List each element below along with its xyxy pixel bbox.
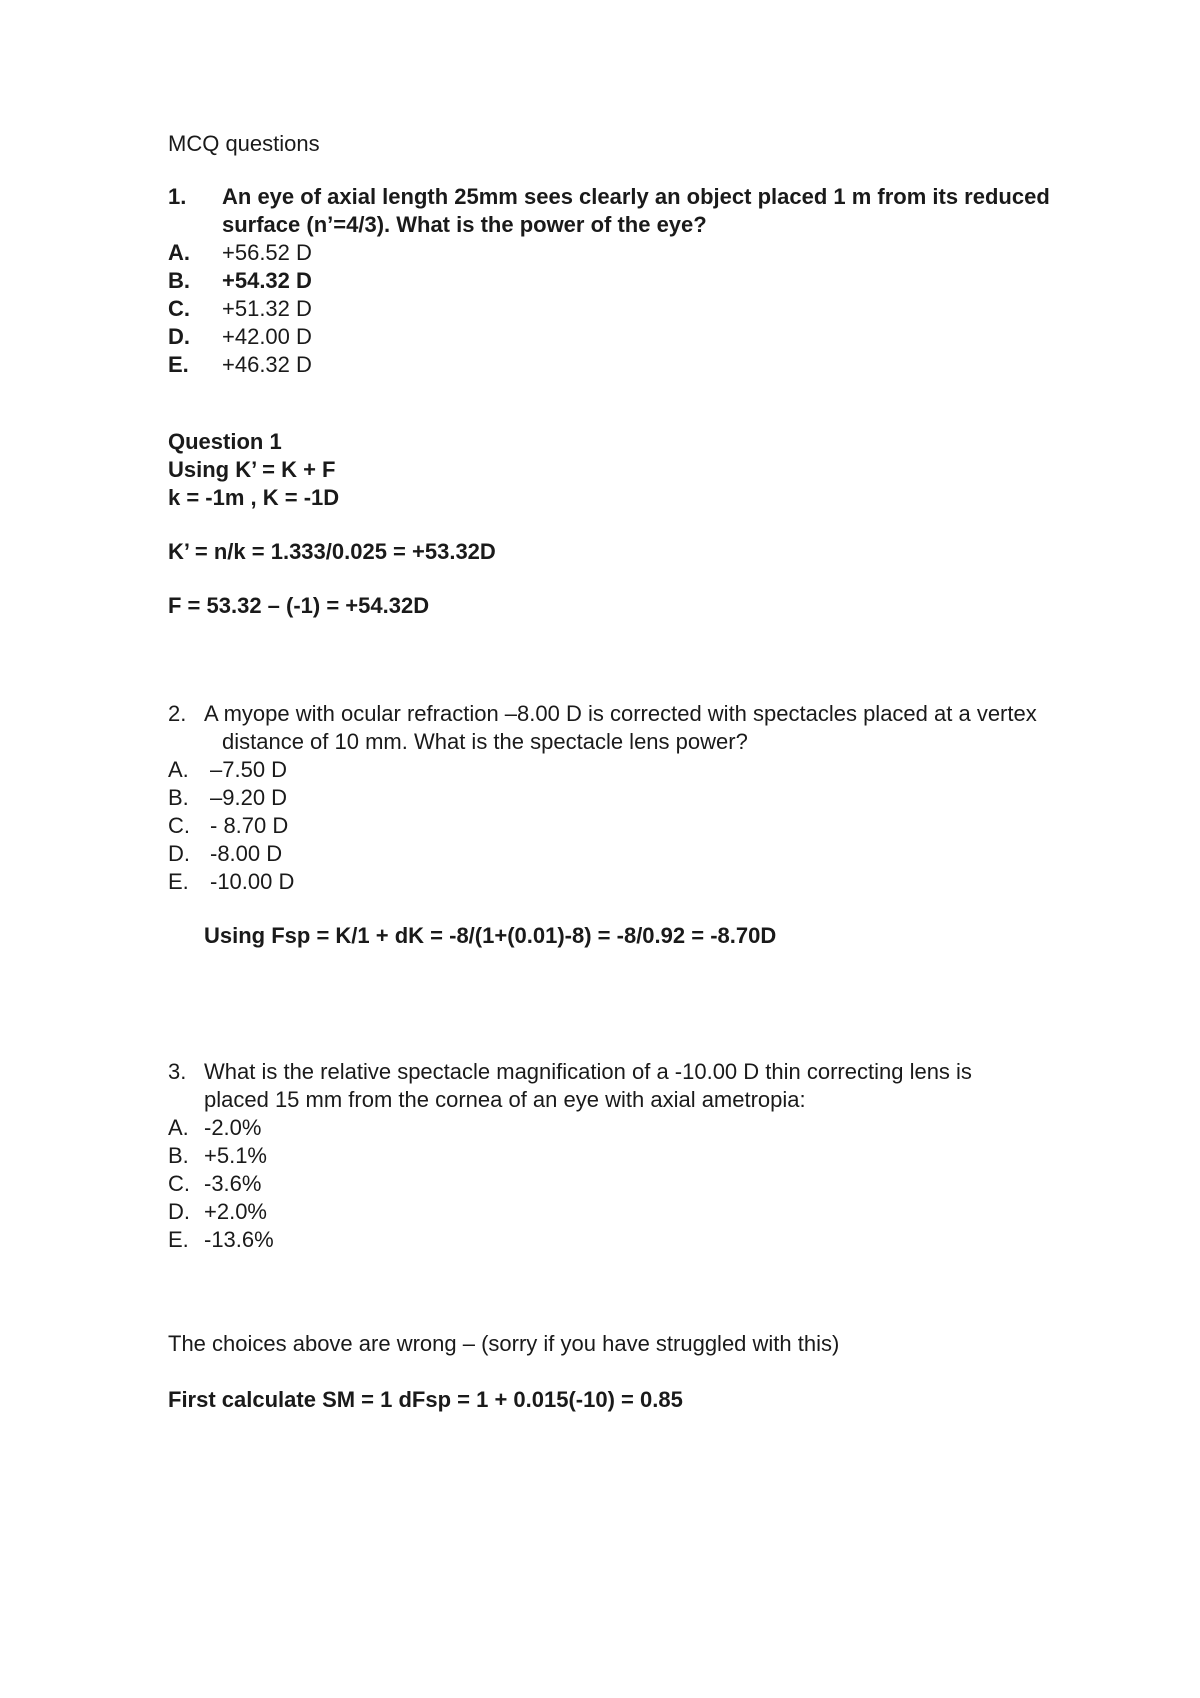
- question-1-text-line2: surface (n’=4/3). What is the power of the eye?: [222, 212, 707, 237]
- q2-option-b-label: B.: [168, 785, 189, 810]
- q3-option-c-value: -3.6%: [204, 1171, 262, 1196]
- question-2-text-line2: distance of 10 mm. What is the spectacle lens power?: [222, 729, 748, 754]
- question-2-text-line1: A myope with ocular refraction –8.00 D is corrected with spectacles placed at a vertex: [204, 701, 1037, 726]
- q2-option-c-label: C.: [168, 813, 190, 838]
- q3-option-e-label: E.: [168, 1227, 189, 1252]
- question-1-text-line1: An eye of axial length 25mm sees clearly an object placed 1 m from its reduced: [222, 184, 1050, 209]
- q3-option-e: [168, 1226, 972, 1254]
- question-2-block: [168, 700, 1037, 896]
- q1-option-a-value: +56.52 D: [222, 240, 312, 265]
- question-3-block: [168, 1058, 972, 1254]
- q1-option-e-value: +46.32 D: [222, 352, 312, 377]
- q1-option-a: [168, 239, 1050, 267]
- solution-1-heading: Question 1: [168, 429, 282, 454]
- q1-option-d: [168, 323, 1050, 351]
- q3-option-b-value: +5.1%: [204, 1143, 267, 1168]
- solution-1-line1: Using K’ = K + F: [168, 457, 336, 482]
- q2-option-d-label: D.: [168, 841, 190, 866]
- page-title: MCQ questions: [168, 131, 320, 156]
- q2-option-b: [168, 784, 1037, 812]
- question-2-number: 2.: [168, 701, 187, 726]
- q1-option-d-label: D.: [168, 324, 190, 349]
- q1-option-b-label: B.: [168, 268, 190, 293]
- q2-option-c-value: - 8.70 D: [210, 813, 289, 838]
- q2-option-b-value: –9.20 D: [210, 785, 288, 810]
- q2-option-c: [168, 812, 1037, 840]
- question-3-text-line2: placed 15 mm from the cornea of an eye with axial ametropia:: [204, 1087, 806, 1112]
- q1-option-c-label: C.: [168, 296, 190, 321]
- question-1-block: [168, 183, 1050, 379]
- q2-option-e-value: -10.00 D: [210, 869, 295, 894]
- question-3-number: 3.: [168, 1059, 187, 1084]
- q2-option-e-label: E.: [168, 869, 189, 894]
- q3-option-e-value: -13.6%: [204, 1227, 274, 1252]
- q3-option-a-value: -2.0%: [204, 1115, 262, 1140]
- q2-option-a-label: A.: [168, 757, 189, 782]
- solution-1-line2: k = -1m , K = -1D: [168, 485, 340, 510]
- q3-option-b-label: B.: [168, 1143, 189, 1168]
- solution-2-line: Using Fsp = K/1 + dK = -8/(1+(0.01)-8) = -8/0.92 = -8.70D: [204, 923, 777, 948]
- footer-note-line1: The choices above are wrong – (sorry if you have struggled with this): [168, 1331, 840, 1356]
- solution-1-line4: F = 53.32 – (-1) = +54.32D: [168, 593, 430, 618]
- q3-option-d-value: +2.0%: [204, 1199, 267, 1224]
- q1-option-c: [168, 295, 1050, 323]
- solution-1-block: [168, 428, 496, 620]
- q3-option-a-label: A.: [168, 1115, 189, 1140]
- q3-option-a: [168, 1114, 972, 1142]
- footer-note-line2: First calculate SM = 1 dFsp = 1 + 0.015(-10) = 0.85: [168, 1387, 683, 1412]
- solution-1-line3: K’ = n/k = 1.333/0.025 = +53.32D: [168, 539, 496, 564]
- q3-option-d-label: D.: [168, 1199, 190, 1224]
- q1-option-d-value: +42.00 D: [222, 324, 312, 349]
- q2-option-a: [168, 756, 1037, 784]
- q1-option-e: [168, 351, 1050, 379]
- q3-option-c-label: C.: [168, 1171, 190, 1196]
- q3-option-b: [168, 1142, 972, 1170]
- q3-option-c: [168, 1170, 972, 1198]
- q1-option-e-label: E.: [168, 352, 189, 377]
- question-3-text-line1: What is the relative spectacle magnification of a -10.00 D thin correcting lens is: [204, 1059, 972, 1084]
- q3-option-d: [168, 1198, 972, 1226]
- q2-option-d-value: -8.00 D: [210, 841, 283, 866]
- q1-option-a-label: A.: [168, 240, 190, 265]
- q2-option-a-value: –7.50 D: [210, 757, 288, 782]
- q1-option-b-value: +54.32 D: [222, 268, 312, 293]
- q1-option-b: [168, 267, 1050, 295]
- q2-option-d: [168, 840, 1037, 868]
- q1-option-c-value: +51.32 D: [222, 296, 312, 321]
- question-1-number: 1.: [168, 184, 187, 209]
- q2-option-e: [168, 868, 1037, 896]
